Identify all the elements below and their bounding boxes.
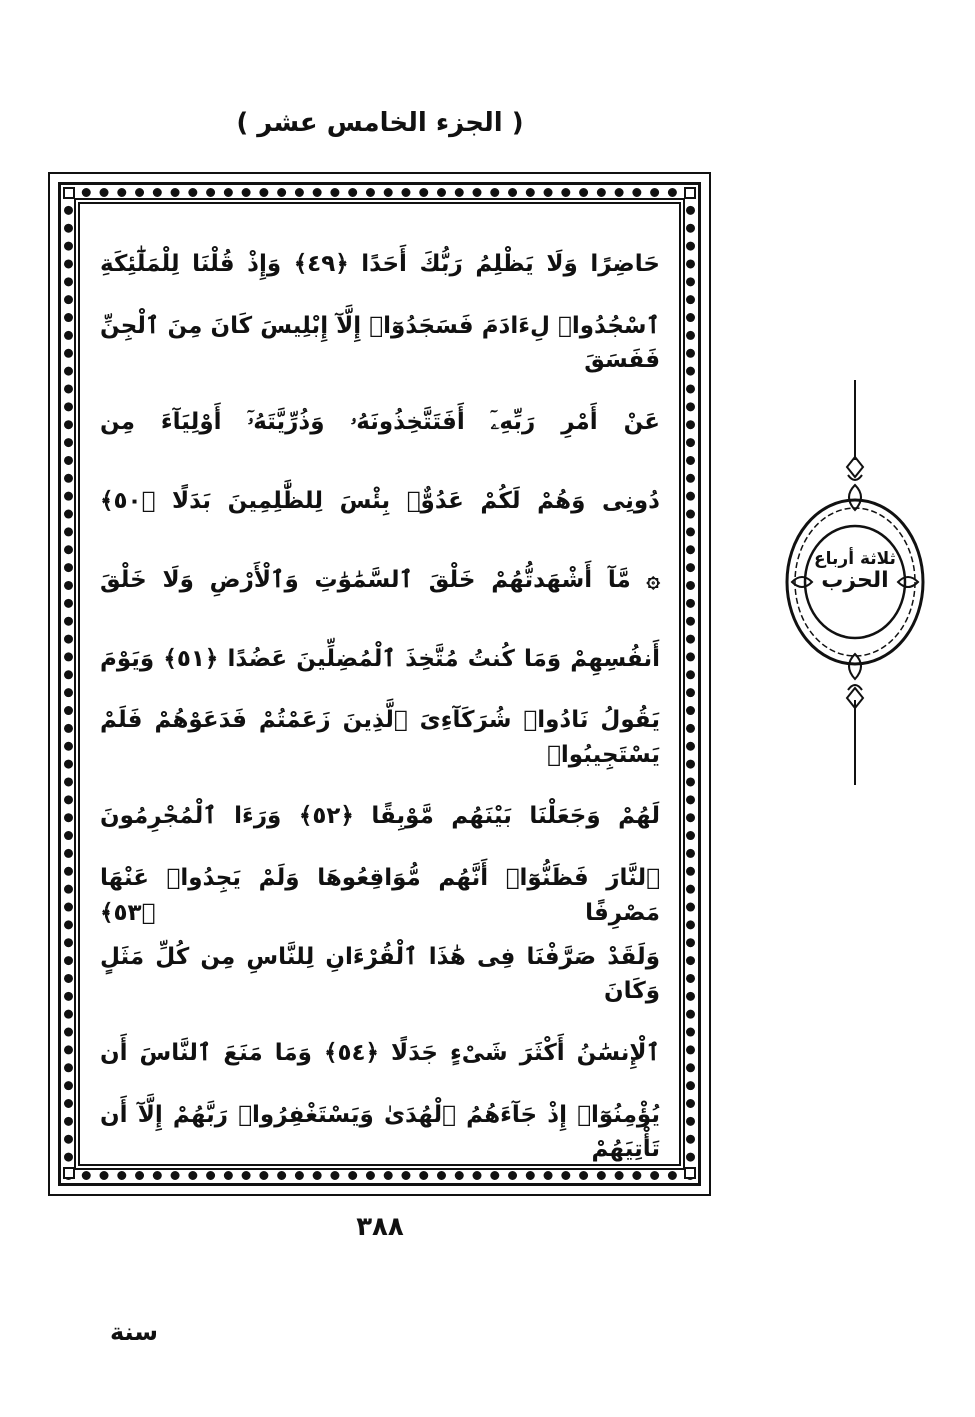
text-line: لَهُمْ وَجَعَلْنَا بَيْنَهُم مَّوْبِقًا ﴿٥٢﴾ وَرَءَا ٱلْمُجْرِمُونَ xyxy=(100,803,660,830)
text-line-row xyxy=(100,619,660,698)
text-line-row xyxy=(100,935,660,1014)
text-line: أَنفُسِهِمْ وَمَا كُنتُ مُتَّخِذَ ٱلْمُضِلِّينَ عَضُدًا ﴿٥١﴾ وَيَوْمَ xyxy=(100,645,660,672)
text-line: عَنْ أَمْرِ رَبِّهِۦٓ أَفَتَتَّخِذُونَهُۥ وَذُرِّيَّتَهُۥٓ أَوْلِيَآءَ مِن xyxy=(100,408,660,435)
text-line: ٱسْجُدُوا۟ لِءَادَمَ فَسَجَدُوٓا۟ إِلَّآ إِبْلِيسَ كَانَ مِنَ ٱلْجِنِّ فَفَسَقَ xyxy=(100,312,660,374)
text-line: دُونِى وَهُمْ لَكُمْ عَدُوٌّۢ بِئْسَ لِلظَّٰلِمِينَ بَدَلًا ﴿٥٠﴾ xyxy=(100,487,660,514)
text-line: حَاضِرًا وَلَا يَظْلِمُ رَبُّكَ أَحَدًا ﴿٤٩﴾ وَإِذْ قُلْنَا لِلْمَلَٰٓئِكَةِ xyxy=(100,251,660,278)
text-line-row xyxy=(100,777,660,856)
hizb-marker-line: ثلاثة أرباع xyxy=(814,549,896,569)
page-number: ٣٨٨ xyxy=(356,1212,404,1242)
catchword: سنة xyxy=(110,1318,158,1346)
juz-header: ( الجزء الخامس عشر ) xyxy=(236,108,524,138)
text-line-row xyxy=(100,541,660,620)
text-line: ۞ مَّآ أَشْهَدتُّهُمْ خَلْقَ ٱلسَّمَٰوَٰتِ وَٱلْأَرْضِ وَلَا خَلْقَ xyxy=(100,566,660,593)
hizb-marker-label xyxy=(800,548,910,592)
text-line-row xyxy=(100,698,660,777)
frame-corner xyxy=(63,1167,75,1179)
text-line: ٱلْإِنسَٰنُ أَكْثَرَ شَىْءٍ جَدَلًا ﴿٥٤﴾ وَمَا مَنَعَ ٱلنَّاسَ أَن xyxy=(100,1040,660,1067)
text-line: وَلَقَدْ صَرَّفْنَا فِى هَٰذَا ٱلْقُرْءَانِ لِلنَّاسِ مِن كُلِّ مَثَلٍ وَكَانَ xyxy=(100,943,660,1005)
frame-corner xyxy=(63,187,75,199)
text-line-row xyxy=(100,225,660,304)
text-line: يُؤْمِنُوٓا۟ إِذْ جَآءَهُمُ ٱلْهُدَىٰ وَيَسْتَغْفِرُوا۟ رَبَّهُمْ إِلَّآ أَن تَأْتِيَهُمْ xyxy=(100,1101,660,1163)
text-line: يَقُولُ نَادُوا۟ شُرَكَآءِىَ ٱلَّذِينَ زَعَمْتُمْ فَدَعَوْهُمْ فَلَمْ يَسْتَجِيبُوا۟ xyxy=(100,707,660,768)
text-line-row xyxy=(100,462,660,541)
text-line-row xyxy=(100,1014,660,1093)
text-line-row xyxy=(100,856,660,935)
text-line-row xyxy=(100,304,660,383)
text-line: ٱلنَّارَ فَظَنُّوٓا۟ أَنَّهُم مُّوَاقِعُوهَا وَلَمْ يَجِدُوا۟ عَنْهَا مَصْرِفًا ﴿٥٣﴾ xyxy=(100,865,660,926)
frame-corner xyxy=(684,1167,696,1179)
text-line-row xyxy=(100,1093,660,1172)
hizb-marker-line: الحزب xyxy=(821,568,889,593)
frame-corner xyxy=(684,187,696,199)
quran-text-block xyxy=(100,225,660,1172)
text-line-row xyxy=(100,383,660,462)
